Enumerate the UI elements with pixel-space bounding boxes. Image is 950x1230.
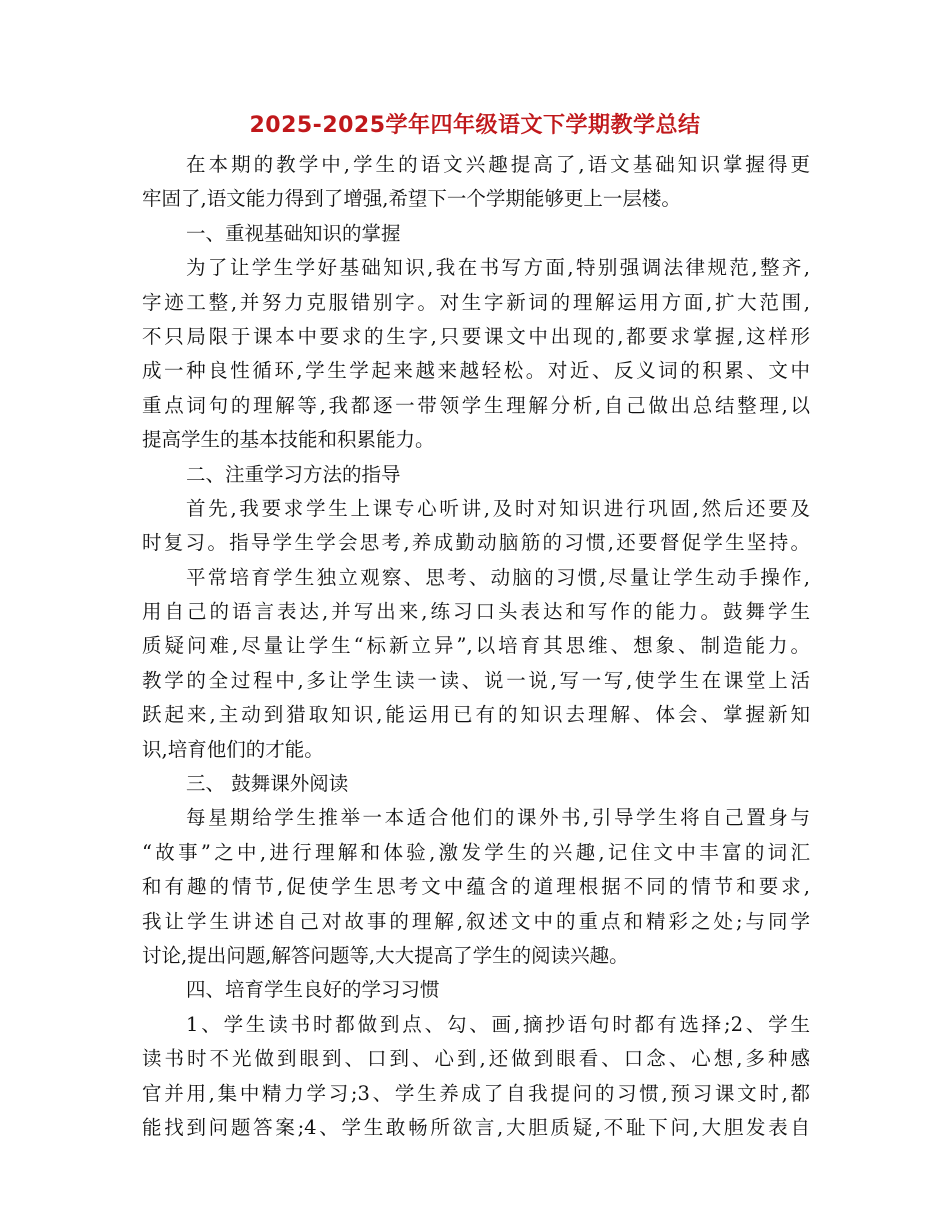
text-line: 官并用,集中精力学习;3、学生养成了自我提问的习惯,预习课文时,都 xyxy=(142,1081,810,1105)
text-line: 讨论,提出问题,解答问题等,大大提高了学生的阅读兴趣。 xyxy=(142,943,629,967)
text-line: 用自己的语言表达,并写出来,练习口头表达和写作的能力。鼓舞学生 xyxy=(142,600,810,624)
text-line: 识,培育他们的才能。 xyxy=(142,737,324,761)
document-body xyxy=(142,148,810,1145)
text-line: “故事”之中,进行理解和体验,激发学生的兴趣,记住文中丰富的词汇 xyxy=(142,840,810,864)
text-line: 我让学生讲述自己对故事的理解,叙述文中的重点和精彩之处;与同学 xyxy=(142,909,810,933)
text-line: 不只局限于课本中要求的生字,只要课文中出现的,都要求掌握,这样形 xyxy=(142,324,810,348)
text-line: 质疑问难,尽量让学生“标新立异”,以培育其思维、想象、制造能力。 xyxy=(142,634,810,658)
text-line: 三、 鼓舞课外阅读 xyxy=(186,772,349,796)
text-line: 重点词句的理解等,我都逐一带领学生理解分析,自己做出总结整理,以 xyxy=(142,393,810,417)
text-line: 字迹工整,并努力克服错别字。对生字新词的理解运用方面,扩大范围, xyxy=(142,290,810,314)
text-line: 平常培育学生独立观察、思考、动脑的习惯,尽量让学生动手操作, xyxy=(186,565,810,589)
text-line: 教学的全过程中,多让学生读一读、说一说,写一写,使学生在课堂上活 xyxy=(142,668,810,692)
text-line: 二、注重学习方法的指导 xyxy=(186,462,401,486)
text-line: 牢固了,语文能力得到了增强,希望下一个学期能够更上一层楼。 xyxy=(142,187,681,211)
text-line: 1、学生读书时都做到点、勾、画,摘抄语句时都有选择;2、学生 xyxy=(186,1012,810,1036)
text-line: 为了让学生学好基础知识,我在书写方面,特别强调法律规范,整齐, xyxy=(186,256,810,280)
text-line: 和有趣的情节,促使学生思考文中蕴含的道理根据不同的情节和要求, xyxy=(142,875,810,899)
text-line: 在本期的教学中,学生的语文兴趣提高了,语文基础知识掌握得更 xyxy=(186,153,810,176)
text-line: 成一种良性循环,学生学起来越来越轻松。对近、反义词的积累、文中 xyxy=(142,359,810,383)
document-title: 2025-2025学年四年级语文下学期教学总结 xyxy=(249,113,701,138)
text-line: 四、培育学生良好的学习习惯 xyxy=(186,978,440,1002)
text-line: 时复习。指导学生学会思考,养成勤动脑筋的习惯,还要督促学生坚持。 xyxy=(142,531,810,555)
text-line: 跃起来,主动到猎取知识,能运用已有的知识去理解、体会、掌握新知 xyxy=(142,703,810,727)
text-line: 每星期给学生推举一本适合他们的课外书,引导学生将自己置身与 xyxy=(186,806,810,830)
text-line: 首先,我要求学生上课专心听讲,及时对知识进行巩固,然后还要及 xyxy=(186,496,810,520)
text-line: 一、重视基础知识的掌握 xyxy=(186,221,401,245)
text-line: 提高学生的基本技能和积累能力。 xyxy=(142,428,435,452)
text-line: 能找到问题答案;4、学生敢畅所欲言,大胆质疑,不耻下问,大胆发表自 xyxy=(142,1115,810,1139)
text-line: 读书时不光做到眼到、口到、心到,还做到眼看、口念、心想,多种感 xyxy=(142,1047,810,1071)
